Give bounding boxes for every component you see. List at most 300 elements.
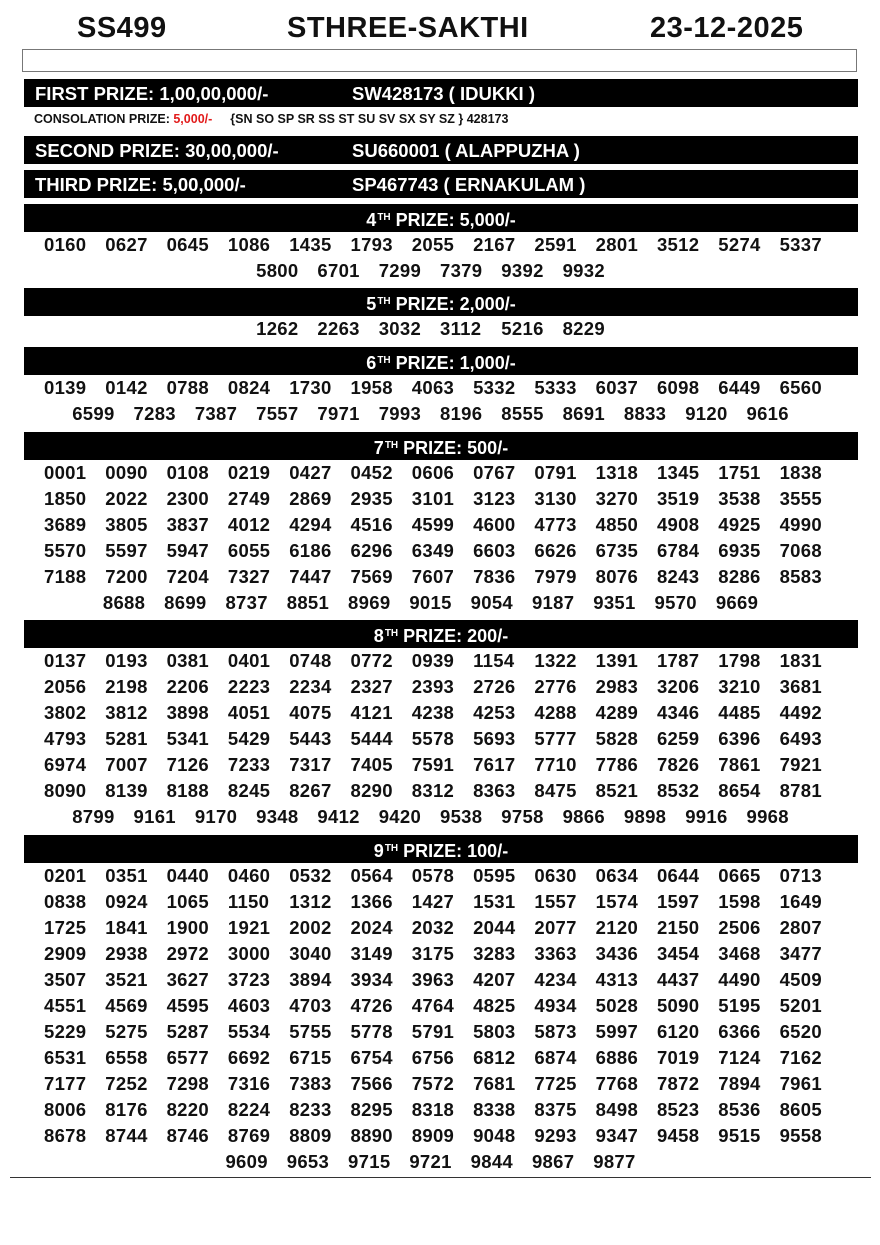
first-prize-bar bbox=[24, 79, 858, 107]
winning-number: 6874 bbox=[534, 1047, 577, 1068]
winning-number: 2591 bbox=[534, 234, 577, 255]
winning-number: 5275 bbox=[105, 1021, 148, 1042]
winning-number: 9616 bbox=[746, 403, 789, 424]
winning-number: 2120 bbox=[595, 917, 639, 938]
winning-number: 5534 bbox=[227, 1021, 271, 1042]
winning-number: 5800 bbox=[256, 260, 299, 281]
prize-header-7 bbox=[24, 432, 858, 460]
winning-number: 7572 bbox=[411, 1073, 455, 1094]
winning-number: 6037 bbox=[595, 377, 639, 398]
winning-number: 0644 bbox=[656, 865, 700, 886]
winning-number: 3468 bbox=[718, 943, 761, 964]
winning-number: 2198 bbox=[105, 676, 148, 697]
prize-ordinal: 5 bbox=[366, 294, 377, 314]
winning-number: 0108 bbox=[166, 462, 209, 483]
winning-number: 8851 bbox=[286, 592, 330, 613]
winning-numbers-last-row bbox=[0, 804, 880, 830]
winning-number: 4990 bbox=[779, 514, 822, 535]
winning-number: 8532 bbox=[656, 780, 700, 801]
winning-number: 1649 bbox=[779, 891, 822, 912]
winning-number: 0001 bbox=[44, 462, 87, 483]
winning-number: 0824 bbox=[227, 377, 271, 398]
winning-number: 3270 bbox=[595, 488, 639, 509]
winning-number: 2726 bbox=[473, 676, 516, 697]
first-prize-ticket: SW428173 ( IDUKKI ) bbox=[352, 83, 535, 104]
winning-number: 7124 bbox=[718, 1047, 761, 1068]
winning-number: 1262 bbox=[256, 318, 299, 339]
winning-numbers-grid bbox=[44, 232, 844, 258]
winning-number: 9916 bbox=[685, 806, 728, 827]
winning-number: 8290 bbox=[350, 780, 393, 801]
winning-number: 6715 bbox=[289, 1047, 332, 1068]
winning-numbers-last-row bbox=[0, 590, 880, 616]
winning-number: 6120 bbox=[656, 1021, 700, 1042]
winning-number: 0595 bbox=[473, 865, 516, 886]
winning-number: 9715 bbox=[348, 1151, 391, 1172]
winning-number: 9515 bbox=[718, 1125, 761, 1146]
winning-number: 6701 bbox=[317, 260, 360, 281]
winning-number: 5570 bbox=[44, 540, 87, 561]
winning-number: 4764 bbox=[411, 995, 455, 1016]
winning-number: 3112 bbox=[440, 318, 482, 339]
winning-number: 3837 bbox=[166, 514, 209, 535]
winning-number: 9293 bbox=[534, 1125, 577, 1146]
winning-number: 6259 bbox=[656, 728, 700, 749]
winning-number: 2077 bbox=[534, 917, 577, 938]
winning-number: 4075 bbox=[289, 702, 332, 723]
winning-number: 3210 bbox=[718, 676, 761, 697]
winning-number: 4121 bbox=[350, 702, 393, 723]
winning-number: 6886 bbox=[595, 1047, 639, 1068]
winning-number: 2223 bbox=[227, 676, 271, 697]
winning-number: 1391 bbox=[595, 650, 639, 671]
winning-number: 0838 bbox=[44, 891, 87, 912]
winning-number: 6296 bbox=[350, 540, 393, 561]
winning-number: 5443 bbox=[289, 728, 332, 749]
winning-number: 7569 bbox=[350, 566, 393, 587]
winning-number: 3363 bbox=[534, 943, 577, 964]
winning-number: 3681 bbox=[779, 676, 822, 697]
consolation-label: CONSOLATION PRIZE: bbox=[34, 112, 174, 126]
winning-number: 2055 bbox=[411, 234, 455, 255]
winning-numbers-last-row bbox=[0, 1149, 880, 1175]
winning-number: 2807 bbox=[779, 917, 822, 938]
winning-number: 7327 bbox=[227, 566, 271, 587]
winning-number: 6366 bbox=[718, 1021, 761, 1042]
winning-number: 2749 bbox=[227, 488, 271, 509]
winning-number: 9048 bbox=[473, 1125, 516, 1146]
winning-number: 7252 bbox=[105, 1073, 148, 1094]
winning-number: 6692 bbox=[227, 1047, 271, 1068]
winning-number: 2234 bbox=[289, 676, 332, 697]
winning-number: 0160 bbox=[44, 234, 87, 255]
winning-number: 6186 bbox=[289, 540, 332, 561]
winning-number: 4485 bbox=[718, 702, 761, 723]
winning-number: 5947 bbox=[166, 540, 209, 561]
winning-number: 8295 bbox=[350, 1099, 393, 1120]
winning-number: 1345 bbox=[656, 462, 700, 483]
winning-number: 5828 bbox=[595, 728, 639, 749]
winning-number: 9558 bbox=[779, 1125, 822, 1146]
winning-number: 9351 bbox=[593, 592, 636, 613]
winning-number: 5341 bbox=[166, 728, 209, 749]
winning-number: 1787 bbox=[656, 650, 700, 671]
draw-date: 23-12-2025 bbox=[650, 12, 804, 44]
winning-number: 4234 bbox=[534, 969, 577, 990]
winning-number: 8769 bbox=[227, 1125, 271, 1146]
winning-number: 6935 bbox=[718, 540, 761, 561]
winning-number: 2393 bbox=[411, 676, 455, 697]
winning-number: 7836 bbox=[473, 566, 516, 587]
winning-number: 4063 bbox=[411, 377, 455, 398]
prize-ordinal-suffix: TH bbox=[384, 843, 399, 854]
winning-number: 4569 bbox=[105, 995, 148, 1016]
winning-number: 8809 bbox=[289, 1125, 332, 1146]
winning-number: 8678 bbox=[44, 1125, 87, 1146]
winning-number: 7591 bbox=[411, 754, 455, 775]
winning-number: 0767 bbox=[473, 462, 516, 483]
winning-number: 1841 bbox=[105, 917, 148, 938]
winning-number: 2024 bbox=[350, 917, 393, 938]
winning-number: 1850 bbox=[44, 488, 87, 509]
winning-number: 2938 bbox=[105, 943, 148, 964]
winning-number: 1312 bbox=[289, 891, 332, 912]
winning-numbers-last-row bbox=[0, 401, 880, 427]
winning-number: 0772 bbox=[350, 650, 393, 671]
winning-number: 4516 bbox=[350, 514, 393, 535]
winning-number: 8699 bbox=[164, 592, 207, 613]
winning-number: 7200 bbox=[105, 566, 148, 587]
second-prize-bar bbox=[24, 136, 858, 164]
winning-number: 1427 bbox=[411, 891, 455, 912]
winning-number: 2506 bbox=[718, 917, 761, 938]
winning-number: 7861 bbox=[718, 754, 761, 775]
winning-number: 7379 bbox=[440, 260, 483, 281]
winning-number: 7710 bbox=[534, 754, 577, 775]
winning-number: 3040 bbox=[289, 943, 332, 964]
winning-number: 7894 bbox=[718, 1073, 761, 1094]
winning-number: 7921 bbox=[779, 754, 822, 775]
winning-number: 8224 bbox=[227, 1099, 271, 1120]
winning-number: 9347 bbox=[595, 1125, 639, 1146]
winning-number: 0791 bbox=[534, 462, 577, 483]
winning-number: 1958 bbox=[350, 377, 393, 398]
winning-number: 8318 bbox=[411, 1099, 455, 1120]
third-prize-label: THIRD PRIZE: 5,00,000/- bbox=[35, 174, 246, 195]
winning-number: 3894 bbox=[289, 969, 332, 990]
winning-number: 4253 bbox=[473, 702, 516, 723]
winning-number: 9348 bbox=[256, 806, 299, 827]
winning-number: 9187 bbox=[531, 592, 575, 613]
winning-number: 7607 bbox=[411, 566, 455, 587]
winning-number: 0440 bbox=[166, 865, 209, 886]
winning-number: 0630 bbox=[534, 865, 577, 886]
winning-number: 9015 bbox=[409, 592, 452, 613]
winning-numbers-grid bbox=[44, 863, 844, 1149]
winning-number: 5803 bbox=[473, 1021, 516, 1042]
winning-number: 8781 bbox=[779, 780, 822, 801]
winning-number: 5332 bbox=[473, 377, 516, 398]
winning-number: 9120 bbox=[685, 403, 728, 424]
winning-number: 1086 bbox=[227, 234, 271, 255]
winning-number: 0713 bbox=[779, 865, 822, 886]
prize-header-8 bbox=[24, 620, 858, 648]
winning-number: 6560 bbox=[779, 377, 822, 398]
winning-number: 6974 bbox=[44, 754, 87, 775]
winning-number: 1921 bbox=[227, 917, 271, 938]
winning-number: 7872 bbox=[656, 1073, 700, 1094]
winning-number: 9898 bbox=[623, 806, 667, 827]
winning-number: 4908 bbox=[656, 514, 700, 535]
winning-number: 3802 bbox=[44, 702, 87, 723]
winning-number: 8312 bbox=[411, 780, 455, 801]
first-prize-label: FIRST PRIZE: 1,00,00,000/- bbox=[35, 83, 269, 104]
winning-number: 3283 bbox=[473, 943, 516, 964]
winning-number: 0381 bbox=[166, 650, 209, 671]
third-prize-ticket: SP467743 ( ERNAKULAM ) bbox=[352, 174, 586, 195]
winning-number: 3934 bbox=[350, 969, 393, 990]
prize-header-4 bbox=[24, 204, 858, 232]
winning-number: 4207 bbox=[473, 969, 516, 990]
winning-number: 8969 bbox=[348, 592, 391, 613]
winning-number: 9170 bbox=[194, 806, 238, 827]
winning-number: 4490 bbox=[718, 969, 761, 990]
winning-number: 3555 bbox=[779, 488, 822, 509]
winning-number: 8220 bbox=[166, 1099, 209, 1120]
winning-number: 8555 bbox=[501, 403, 544, 424]
prize-amount-label: PRIZE: 100/- bbox=[398, 841, 509, 861]
winning-number: 0139 bbox=[44, 377, 87, 398]
winning-number: 0460 bbox=[227, 865, 271, 886]
winning-number: 4346 bbox=[656, 702, 700, 723]
winning-number: 5578 bbox=[411, 728, 455, 749]
winning-number: 3689 bbox=[44, 514, 87, 535]
winning-number: 8188 bbox=[166, 780, 209, 801]
winning-number: 2167 bbox=[473, 234, 516, 255]
winning-number: 7681 bbox=[473, 1073, 516, 1094]
winning-number: 9420 bbox=[378, 806, 422, 827]
winning-number: 8498 bbox=[595, 1099, 639, 1120]
winning-number: 1531 bbox=[473, 891, 516, 912]
winning-number: 3627 bbox=[166, 969, 209, 990]
winning-number: 9054 bbox=[470, 592, 513, 613]
winning-number: 5429 bbox=[227, 728, 271, 749]
winning-number: 7233 bbox=[227, 754, 271, 775]
page-header bbox=[0, 8, 880, 48]
winning-numbers-last-row bbox=[0, 316, 880, 342]
winning-number: 2056 bbox=[44, 676, 87, 697]
winning-number: 7447 bbox=[289, 566, 332, 587]
winning-number: 5216 bbox=[501, 318, 544, 339]
winning-number: 4925 bbox=[718, 514, 761, 535]
prize-ordinal: 4 bbox=[366, 210, 377, 230]
winning-number: 7298 bbox=[166, 1073, 209, 1094]
winning-number: 6349 bbox=[411, 540, 455, 561]
winning-number: 2801 bbox=[595, 234, 639, 255]
winning-number: 2044 bbox=[473, 917, 516, 938]
winning-number: 5597 bbox=[105, 540, 148, 561]
winning-number: 6784 bbox=[656, 540, 700, 561]
winning-number: 3454 bbox=[656, 943, 700, 964]
winning-number: 4294 bbox=[289, 514, 332, 535]
winning-number: 7979 bbox=[534, 566, 577, 587]
consolation-amount: 5,000/- bbox=[173, 112, 213, 126]
prize-ordinal: 9 bbox=[373, 841, 384, 861]
winning-number: 0788 bbox=[166, 377, 209, 398]
winning-number: 6449 bbox=[718, 377, 761, 398]
winning-number: 9844 bbox=[470, 1151, 513, 1172]
winning-number: 5997 bbox=[595, 1021, 639, 1042]
winning-number: 0578 bbox=[411, 865, 455, 886]
winning-number: 3149 bbox=[350, 943, 393, 964]
prize-amount-label: PRIZE: 500/- bbox=[398, 438, 509, 458]
winning-number: 2032 bbox=[411, 917, 455, 938]
winning-number: 8799 bbox=[72, 806, 115, 827]
winning-number: 4595 bbox=[166, 995, 209, 1016]
winning-number: 4288 bbox=[534, 702, 577, 723]
winning-number: 4238 bbox=[411, 702, 455, 723]
winning-number: 0606 bbox=[411, 462, 455, 483]
winning-number: 0351 bbox=[105, 865, 148, 886]
prize-amount-label: PRIZE: 2,000/- bbox=[390, 294, 516, 314]
winning-number: 9877 bbox=[593, 1151, 636, 1172]
winning-number: 4825 bbox=[473, 995, 516, 1016]
winning-number: 9538 bbox=[440, 806, 483, 827]
winning-number: 8267 bbox=[289, 780, 332, 801]
winning-number: 3507 bbox=[44, 969, 87, 990]
winning-number: 5195 bbox=[718, 995, 761, 1016]
winning-number: 1598 bbox=[718, 891, 761, 912]
bottom-divider bbox=[10, 1177, 871, 1178]
winning-number: 8090 bbox=[44, 780, 87, 801]
winning-number: 6599 bbox=[72, 403, 115, 424]
winning-number: 2327 bbox=[350, 676, 393, 697]
lottery-name: STHREE-SAKTHI bbox=[287, 12, 529, 44]
winning-number: 0564 bbox=[350, 865, 393, 886]
prize-ordinal-suffix: TH bbox=[384, 628, 399, 639]
prize-amount-label: PRIZE: 1,000/- bbox=[390, 353, 516, 373]
winning-number: 9866 bbox=[562, 806, 605, 827]
winning-number: 2022 bbox=[105, 488, 148, 509]
winning-number: 0939 bbox=[411, 650, 455, 671]
winning-number: 7725 bbox=[534, 1073, 577, 1094]
third-prize-bar bbox=[24, 170, 858, 198]
winning-number: 7405 bbox=[350, 754, 393, 775]
winning-number: 6098 bbox=[656, 377, 700, 398]
consolation-series: {SN SO SP SR SS ST SU SV SX SY SZ } 428173 bbox=[230, 112, 509, 126]
winning-number: 8245 bbox=[227, 780, 271, 801]
winning-number: 3723 bbox=[227, 969, 271, 990]
winning-number: 6812 bbox=[473, 1047, 516, 1068]
prize-header-6 bbox=[24, 347, 858, 375]
winning-number: 9932 bbox=[562, 260, 605, 281]
winning-number: 0427 bbox=[289, 462, 332, 483]
winning-number: 3512 bbox=[656, 234, 700, 255]
winning-number: 5287 bbox=[166, 1021, 209, 1042]
winning-number: 3477 bbox=[779, 943, 822, 964]
winning-number: 8583 bbox=[779, 566, 822, 587]
winning-number: 9609 bbox=[225, 1151, 268, 1172]
winning-number: 9392 bbox=[501, 260, 544, 281]
winning-number: 6735 bbox=[595, 540, 639, 561]
winning-number: 7387 bbox=[194, 403, 238, 424]
winning-number: 2002 bbox=[289, 917, 332, 938]
winning-number: 5274 bbox=[718, 234, 761, 255]
winning-number: 0645 bbox=[166, 234, 209, 255]
winning-number: 4703 bbox=[289, 995, 332, 1016]
winning-number: 6520 bbox=[779, 1021, 822, 1042]
winning-number: 3898 bbox=[166, 702, 209, 723]
winning-number: 9161 bbox=[133, 806, 176, 827]
winning-number: 5444 bbox=[350, 728, 393, 749]
winning-number: 8536 bbox=[718, 1099, 761, 1120]
winning-number: 8654 bbox=[718, 780, 761, 801]
winning-number: 7961 bbox=[779, 1073, 822, 1094]
second-prize-label: SECOND PRIZE: 30,00,000/- bbox=[35, 140, 279, 161]
winning-number: 8338 bbox=[473, 1099, 516, 1120]
winning-number: 9721 bbox=[409, 1151, 452, 1172]
winning-number: 5755 bbox=[289, 1021, 332, 1042]
winning-number: 9653 bbox=[286, 1151, 330, 1172]
winning-number: 0193 bbox=[105, 650, 148, 671]
winning-number: 8737 bbox=[225, 592, 268, 613]
winning-number: 7768 bbox=[595, 1073, 639, 1094]
winning-number: 7316 bbox=[227, 1073, 271, 1094]
winning-numbers-grid bbox=[44, 375, 844, 401]
winning-number: 8375 bbox=[534, 1099, 577, 1120]
winning-number: 6626 bbox=[534, 540, 577, 561]
winning-number: 3436 bbox=[595, 943, 639, 964]
winning-number: 9758 bbox=[501, 806, 544, 827]
winning-number: 5693 bbox=[473, 728, 516, 749]
winning-number: 0627 bbox=[105, 234, 148, 255]
winning-number: 0532 bbox=[289, 865, 332, 886]
winning-number: 4289 bbox=[595, 702, 639, 723]
winning-number: 5873 bbox=[534, 1021, 577, 1042]
winning-number: 0924 bbox=[105, 891, 148, 912]
winning-number: 8890 bbox=[350, 1125, 393, 1146]
winning-number: 1318 bbox=[595, 462, 639, 483]
winning-number: 1322 bbox=[534, 650, 577, 671]
winning-number: 9867 bbox=[531, 1151, 575, 1172]
winning-number: 8139 bbox=[105, 780, 148, 801]
winning-number: 1725 bbox=[44, 917, 87, 938]
winning-number: 5090 bbox=[656, 995, 700, 1016]
winning-number: 2983 bbox=[595, 676, 639, 697]
winning-number: 0137 bbox=[44, 650, 87, 671]
winning-number: 7283 bbox=[133, 403, 176, 424]
winning-number: 7204 bbox=[166, 566, 209, 587]
winning-number: 8521 bbox=[595, 780, 639, 801]
winning-number: 8475 bbox=[534, 780, 577, 801]
winning-number: 3521 bbox=[105, 969, 148, 990]
winning-number: 7383 bbox=[289, 1073, 332, 1094]
winning-number: 9570 bbox=[654, 592, 697, 613]
winning-number: 1798 bbox=[718, 650, 761, 671]
winning-number: 1900 bbox=[166, 917, 209, 938]
winning-number: 1831 bbox=[779, 650, 822, 671]
winning-number: 3130 bbox=[534, 488, 577, 509]
winning-number: 4599 bbox=[411, 514, 455, 535]
winning-number: 8744 bbox=[105, 1125, 148, 1146]
winning-number: 4603 bbox=[227, 995, 271, 1016]
prize-ordinal-suffix: TH bbox=[377, 355, 391, 366]
winning-number: 8176 bbox=[105, 1099, 148, 1120]
winning-number: 9968 bbox=[746, 806, 789, 827]
winning-number: 4313 bbox=[595, 969, 639, 990]
winning-number: 7299 bbox=[378, 260, 422, 281]
winning-number: 7019 bbox=[656, 1047, 700, 1068]
